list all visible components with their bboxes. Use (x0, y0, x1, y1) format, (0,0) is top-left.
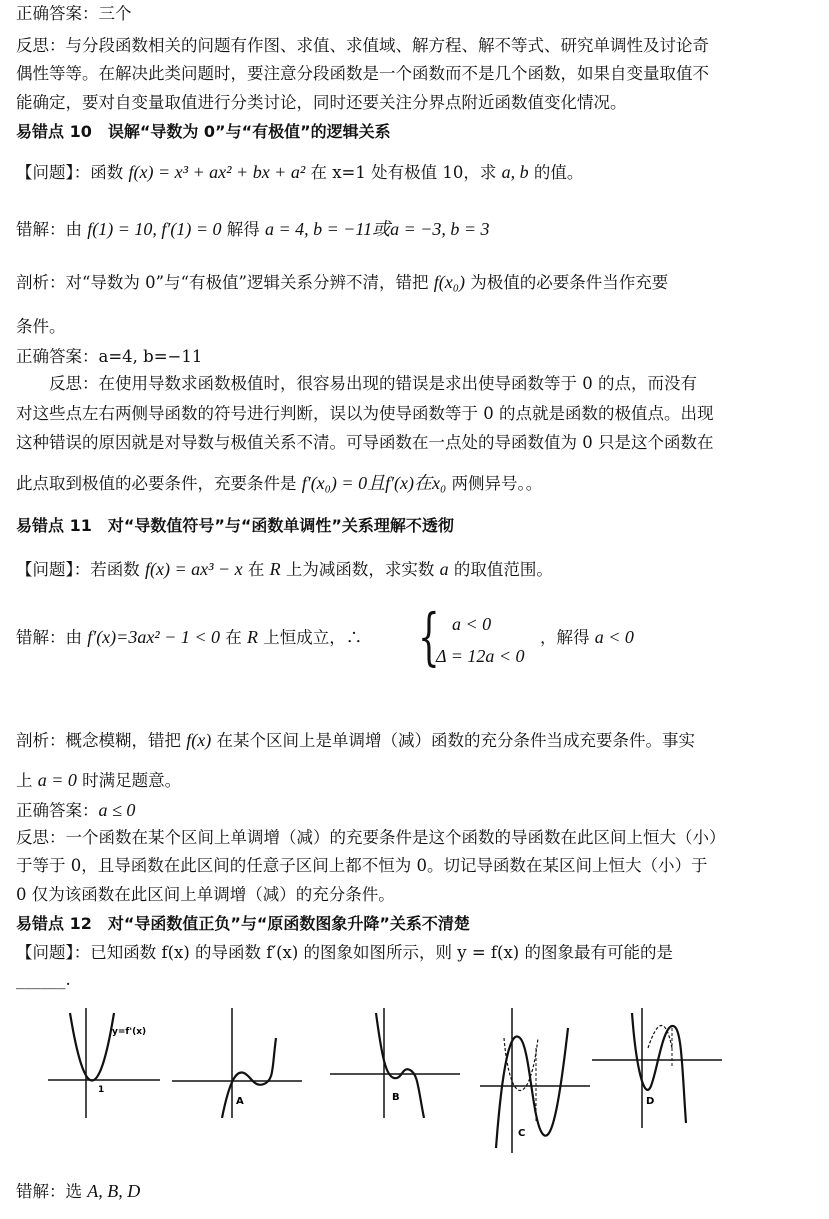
wrong-solution-11: 错解：由 f′(x)=3ax² − 1 < 0 在 R 上恒成立，∴ (16, 627, 363, 647)
option-b-graph (330, 1008, 460, 1118)
option-a-label: A (236, 1096, 244, 1107)
wrong-solution-11-result: ，解得 a < 0 (540, 627, 634, 647)
answer-10: 正确答案：a=4, b=−11 (16, 347, 203, 366)
reflection-10: 反思：在使用导数求函数极值时，很容易出现的错误是求出使导函数等于 0 的点，而没有 (49, 374, 697, 393)
problem-12: 【问题】：已知函数 f(x) 的导函数 f′(x) 的图象如图所示，则 y = f(x) 的图象最有可能的是 (16, 943, 673, 962)
derivative-graph (48, 1008, 160, 1118)
section-heading-12: 易错点 12 对“导函数值正负”与“原函数图象升降”关系不清楚 (16, 914, 470, 933)
left-brace: { (418, 600, 440, 673)
wrong-solution-10: 错解：由 f(1) = 10, f′(1) = 0 解得 a = 4, b = −11或a = −3, b = 3 (16, 219, 490, 239)
text-line: 正确答案：三个 (16, 4, 132, 23)
text-line: 能确定，要对自变量取值进行分类讨论，同时还要关注分界点附近函数值变化情况。 (16, 93, 627, 112)
option-a-graph (172, 1008, 302, 1118)
inequality-system (418, 600, 538, 674)
analysis-11: 剖析：概念模糊，错把 f(x) 在某个区间上是单调增（减）函数的充分条件当成充要条件。事实 (16, 730, 695, 750)
answer-11: 正确答案：a ≤ 0 (16, 800, 136, 820)
text-line: 这种错误的原因就是对导数与极值关系不清。可导函数在一点处的导函数值为 0 只是这个函数在 (16, 433, 714, 452)
text-line: 偶性等等。在解决此类问题时，要注意分段函数是一个函数而不是几个函数，如果自变量取值不 (16, 64, 709, 83)
option-c-graph (480, 1008, 590, 1153)
option-b-label: B (392, 1092, 400, 1103)
text-line: 0 仅为该函数在此区间上单调增（减）的充分条件。 (16, 885, 395, 904)
option-d-label: D (646, 1096, 655, 1107)
system-row-2: Δ = 12a < 0 (436, 646, 525, 666)
section-heading-11: 易错点 11 对“导数值符号”与“函数单调性”关系理解不透彻 (16, 516, 454, 535)
derivative-label: y=f'(x) (112, 1027, 147, 1037)
text-line: 上 a = 0 时满足题意。 (16, 770, 182, 790)
option-c-label: C (518, 1128, 526, 1139)
option-d-graph (592, 1008, 722, 1128)
reflection-11: 反思：一个函数在某个区间上单调增（减）的充要条件是这个函数的导函数在此区间上恒大（小） (16, 828, 726, 847)
text-line: 此点取到极值的必要条件，充要条件是 f′(x₀) = 0且f′(x)在x₀ 两侧异号。。 (16, 473, 543, 493)
text-line: ______. (16, 970, 71, 989)
text-line: 对这些点左右两侧导函数的符号进行判断，误以为使导函数等于 0 的点就是函数的极值点。出现 (16, 404, 714, 423)
problem-11: 【问题】：若函数 f(x) = ax³ − x 在 R 上为减函数，求实数 a 的取值范围。 (16, 559, 553, 579)
figure-row (40, 1008, 730, 1153)
wrong-solution-12: 错解：选 A, B, D (16, 1181, 141, 1201)
system-row-1: a < 0 (452, 614, 492, 634)
analysis-10: 剖析：对“导数为 0”与“有极值”逻辑关系分辨不清，错把 f(x₀) 为极值的必要条件当作充要 (16, 272, 669, 292)
text-line: 反思：与分段函数相关的问题有作图、求值、求值域、解方程、解不等式、研究单调性及讨论奇 (16, 36, 709, 55)
text-line: 条件。 (16, 317, 66, 336)
problem-10: 【问题】：函数 f(x) = x³ + ax² + bx + a² 在 x=1 处有极值 10，求 a, b 的值。 (16, 162, 584, 182)
text-line: 于等于 0，且导函数在此区间的任意子区间上都不恒为 0。切记导函数在某区间上恒大（小）于 (16, 856, 708, 875)
tick-label: 1 (98, 1085, 105, 1095)
section-heading-10: 易错点 10 误解“导数为 0”与“有极值”的逻辑关系 (16, 122, 391, 141)
